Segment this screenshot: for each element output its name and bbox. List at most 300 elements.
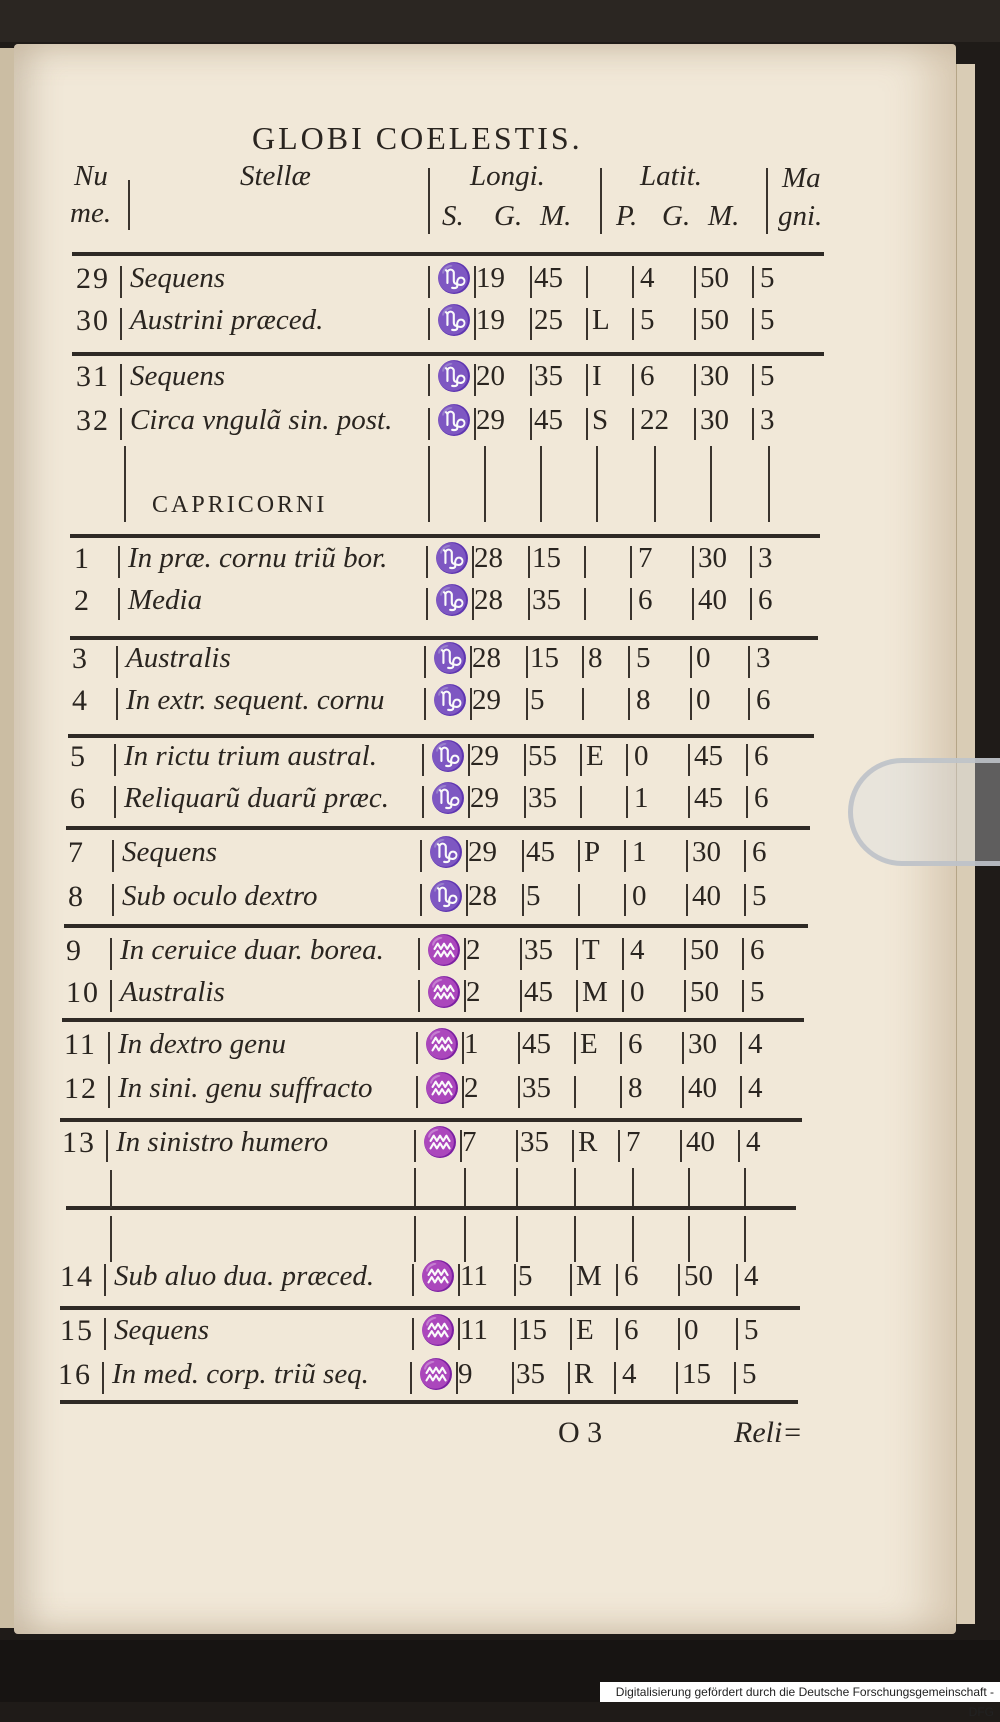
col-g2: G. — [662, 200, 691, 232]
cell-divider — [524, 744, 526, 776]
magnitude: 6 — [750, 934, 765, 966]
latitude-degrees: 6 — [624, 1314, 639, 1346]
gap-divider — [110, 1216, 112, 1262]
cell-divider — [734, 1362, 736, 1394]
cell-divider — [622, 980, 624, 1012]
cell-divider — [524, 786, 526, 818]
sign-symbol: ♑ — [430, 783, 467, 815]
cell-divider — [116, 646, 118, 678]
gap-divider — [574, 1216, 576, 1262]
table-rule — [66, 1206, 796, 1210]
cell-divider — [584, 588, 586, 620]
cell-divider — [416, 1076, 418, 1108]
cell-divider — [108, 1032, 110, 1064]
cell-divider — [752, 266, 754, 298]
col-stellae: Stellæ — [240, 160, 311, 192]
latitude-degrees: 6 — [640, 360, 655, 392]
star-description: In extr. sequent. cornu — [126, 684, 385, 716]
cell-divider — [530, 364, 532, 396]
longitude-minutes: 35 — [534, 360, 563, 392]
cell-divider — [584, 546, 586, 578]
latitude-minutes: 40 — [688, 1072, 717, 1104]
cell-divider — [748, 646, 750, 678]
background-top — [0, 0, 1000, 42]
cell-divider — [116, 688, 118, 720]
latitude-minutes: 50 — [684, 1260, 713, 1292]
cell-divider — [752, 408, 754, 440]
cell-divider — [684, 980, 686, 1012]
row-number: 2 — [74, 584, 91, 617]
cell-divider — [458, 1318, 460, 1350]
cell-divider — [474, 308, 476, 340]
cell-divider — [572, 1130, 574, 1162]
col-magni-top: Ma — [782, 162, 821, 194]
cell-divider — [418, 938, 420, 970]
cell-divider — [472, 546, 474, 578]
star-description: Sequens — [130, 360, 226, 392]
cell-divider — [118, 546, 120, 578]
latitude-minutes: 50 — [700, 262, 729, 294]
cell-divider — [752, 364, 754, 396]
cell-divider — [428, 266, 430, 298]
cell-divider — [686, 840, 688, 872]
latitude-minutes: 50 — [690, 934, 719, 966]
digitization-credit: Digitalisierung gefördert durch die Deutsche Forschungsgemeinschaft - DFG — [600, 1682, 1000, 1702]
latitude-marker: 8 — [588, 642, 603, 674]
cell-divider — [690, 688, 692, 720]
cell-divider — [460, 1130, 462, 1162]
gap-divider — [540, 446, 542, 522]
col-magni-bottom: gni. — [778, 200, 823, 232]
cell-divider — [518, 1032, 520, 1064]
magnitude: 5 — [760, 304, 775, 336]
latitude-degrees: 4 — [630, 934, 645, 966]
magnitude: 6 — [754, 782, 769, 814]
cell-divider — [746, 744, 748, 776]
longitude-degrees: 2 — [466, 976, 481, 1008]
sign-symbol: ♒ — [426, 935, 463, 967]
longitude-degrees: 7 — [462, 1126, 477, 1158]
cell-divider — [418, 980, 420, 1012]
latitude-degrees: 6 — [638, 584, 653, 616]
longitude-minutes: 15 — [518, 1314, 547, 1346]
col-p: P. — [616, 200, 638, 232]
header-divider — [600, 168, 602, 234]
cell-divider — [470, 688, 472, 720]
header-divider — [128, 180, 130, 230]
cell-divider — [738, 1130, 740, 1162]
sign-symbol: ♒ — [424, 1029, 461, 1061]
latitude-minutes: 40 — [698, 584, 727, 616]
cell-divider — [630, 588, 632, 620]
cell-divider — [682, 1032, 684, 1064]
gap-divider — [744, 1168, 746, 1206]
longitude-minutes: 35 — [528, 782, 557, 814]
cell-divider — [424, 688, 426, 720]
section-title: CAPRICORNI — [152, 492, 328, 518]
row-number: 14 — [60, 1260, 94, 1293]
sign-symbol: ♑ — [434, 543, 471, 575]
cell-divider — [736, 1318, 738, 1350]
longitude-minutes: 15 — [530, 642, 559, 674]
cell-divider — [118, 588, 120, 620]
magnitude: 3 — [758, 542, 773, 574]
cell-divider — [614, 1362, 616, 1394]
latitude-degrees: 5 — [636, 642, 651, 674]
star-description: Sub aluo dua. præced. — [114, 1260, 375, 1292]
col-s: S. — [442, 200, 464, 232]
col-g1: G. — [494, 200, 523, 232]
catchword: Reli= — [734, 1416, 803, 1449]
cell-divider — [114, 744, 116, 776]
cell-divider — [104, 1318, 106, 1350]
cell-divider — [678, 1264, 680, 1296]
cell-divider — [462, 1076, 464, 1108]
cell-divider — [744, 840, 746, 872]
cell-divider — [580, 744, 582, 776]
gap-divider — [632, 1216, 634, 1262]
star-description: Sequens — [114, 1314, 210, 1346]
col-num-bottom: me. — [70, 197, 112, 229]
cell-divider — [112, 884, 114, 916]
cell-divider — [750, 588, 752, 620]
latitude-degrees: 0 — [632, 880, 647, 912]
latitude-marker: I — [592, 360, 602, 392]
cell-divider — [470, 646, 472, 678]
header-divider — [766, 168, 768, 234]
gap-divider — [516, 1168, 518, 1206]
magnitude: 5 — [760, 360, 775, 392]
table-rule — [62, 1018, 804, 1022]
longitude-degrees: 29 — [468, 836, 497, 868]
table-rule — [72, 352, 824, 356]
col-latit: Latit. — [640, 160, 703, 192]
cell-divider — [526, 646, 528, 678]
latitude-degrees: 1 — [632, 836, 647, 868]
gap-divider — [632, 1168, 634, 1206]
longitude-degrees: 2 — [466, 934, 481, 966]
sign-symbol: ♑ — [432, 643, 469, 675]
sign-symbol: ♑ — [430, 741, 467, 773]
cell-divider — [422, 786, 424, 818]
col-m2: M. — [708, 200, 740, 232]
latitude-minutes: 40 — [692, 880, 721, 912]
cell-divider — [616, 1318, 618, 1350]
cell-divider — [114, 786, 116, 818]
star-description: Circa vngulã sin. post. — [130, 404, 393, 436]
table-rule — [60, 1306, 800, 1310]
sign-symbol: ♒ — [420, 1315, 457, 1347]
gap-divider — [688, 1216, 690, 1262]
cell-divider — [684, 938, 686, 970]
longitude-minutes: 45 — [524, 976, 553, 1008]
latitude-marker: M — [582, 976, 608, 1008]
star-description: Reliquarũ duarũ præc. — [124, 782, 390, 814]
star-description: In ceruice duar. borea. — [120, 934, 384, 966]
gap-divider — [464, 1168, 466, 1206]
cell-divider — [420, 840, 422, 872]
longitude-minutes: 15 — [532, 542, 561, 574]
cell-divider — [456, 1362, 458, 1394]
latitude-degrees: 1 — [634, 782, 649, 814]
cell-divider — [120, 364, 122, 396]
longitude-minutes: 45 — [526, 836, 555, 868]
cell-divider — [692, 588, 694, 620]
sign-symbol: ♑ — [436, 361, 473, 393]
cell-divider — [120, 308, 122, 340]
cell-divider — [688, 744, 690, 776]
star-description: Sub oculo dextro — [122, 880, 318, 912]
longitude-minutes: 55 — [528, 740, 557, 772]
cell-divider — [568, 1362, 570, 1394]
cell-divider — [630, 546, 632, 578]
cell-divider — [624, 884, 626, 916]
latitude-minutes: 50 — [700, 304, 729, 336]
magnitude: 5 — [752, 880, 767, 912]
cell-divider — [632, 308, 634, 340]
cell-divider — [120, 408, 122, 440]
latitude-marker: E — [576, 1314, 594, 1346]
row-number: 31 — [76, 360, 110, 393]
cell-divider — [416, 1032, 418, 1064]
longitude-degrees: 29 — [476, 404, 505, 436]
latitude-minutes: 0 — [696, 684, 711, 716]
row-number: 29 — [76, 262, 110, 295]
longitude-minutes: 35 — [524, 934, 553, 966]
longitude-minutes: 35 — [532, 584, 561, 616]
gap-divider — [688, 1168, 690, 1206]
cell-divider — [414, 1130, 416, 1162]
cell-divider — [518, 1076, 520, 1108]
latitude-degrees: 6 — [628, 1028, 643, 1060]
sign-symbol: ♒ — [424, 1073, 461, 1105]
sign-symbol: ♑ — [428, 837, 465, 869]
table-rule — [60, 1400, 798, 1404]
cell-divider — [736, 1264, 738, 1296]
cell-divider — [522, 884, 524, 916]
cell-divider — [628, 688, 630, 720]
page-clip — [848, 758, 1000, 866]
table-rule — [64, 924, 808, 928]
longitude-minutes: 5 — [518, 1260, 533, 1292]
cell-divider — [582, 646, 584, 678]
row-number: 15 — [60, 1314, 94, 1347]
page-signature: O 3 — [558, 1416, 603, 1449]
magnitude: 6 — [758, 584, 773, 616]
gap-divider — [516, 1216, 518, 1262]
cell-divider — [624, 840, 626, 872]
longitude-degrees: 11 — [460, 1314, 488, 1346]
magnitude: 3 — [760, 404, 775, 436]
row-number: 6 — [70, 782, 87, 815]
gap-divider — [744, 1216, 746, 1262]
cell-divider — [580, 786, 582, 818]
longitude-degrees: 1 — [464, 1028, 479, 1060]
longitude-degrees: 29 — [470, 740, 499, 772]
latitude-degrees: 8 — [636, 684, 651, 716]
cell-divider — [530, 266, 532, 298]
magnitude: 4 — [746, 1126, 761, 1158]
star-description: Sequens — [122, 836, 218, 868]
row-number: 9 — [66, 934, 83, 967]
longitude-degrees: 20 — [476, 360, 505, 392]
cell-divider — [586, 308, 588, 340]
star-description: In sinistro humero — [116, 1126, 329, 1158]
gap-divider — [574, 1168, 576, 1206]
gap-divider — [654, 446, 656, 522]
sign-symbol: ♑ — [436, 263, 473, 295]
star-description: Austrini præced. — [130, 304, 324, 336]
cell-divider — [576, 938, 578, 970]
cell-divider — [750, 546, 752, 578]
cell-divider — [424, 646, 426, 678]
cell-divider — [530, 308, 532, 340]
cell-divider — [412, 1318, 414, 1350]
latitude-degrees: 7 — [638, 542, 653, 574]
gap-divider — [768, 446, 770, 522]
sign-symbol: ♑ — [428, 881, 465, 913]
table-rule — [70, 534, 820, 538]
cell-divider — [466, 884, 468, 916]
cell-divider — [744, 884, 746, 916]
row-number: 10 — [66, 976, 100, 1009]
latitude-degrees: 0 — [630, 976, 645, 1008]
cell-divider — [514, 1264, 516, 1296]
table-rule — [68, 734, 814, 738]
cell-divider — [746, 786, 748, 818]
longitude-minutes: 45 — [534, 262, 563, 294]
cell-divider — [682, 1076, 684, 1108]
latitude-degrees: 7 — [626, 1126, 641, 1158]
cell-divider — [528, 546, 530, 578]
cell-divider — [428, 408, 430, 440]
star-description: Australis — [120, 976, 225, 1008]
cell-divider — [474, 364, 476, 396]
cell-divider — [694, 364, 696, 396]
cell-divider — [522, 840, 524, 872]
star-description: In præ. cornu triũ bor. — [128, 542, 388, 574]
latitude-degrees: 4 — [622, 1358, 637, 1390]
cell-divider — [688, 786, 690, 818]
cell-divider — [694, 308, 696, 340]
star-description: In med. corp. triũ seq. — [112, 1358, 369, 1390]
cell-divider — [112, 840, 114, 872]
magnitude: 4 — [748, 1072, 763, 1104]
cell-divider — [104, 1264, 106, 1296]
cell-divider — [110, 938, 112, 970]
cell-divider — [108, 1076, 110, 1108]
cell-divider — [578, 840, 580, 872]
longitude-minutes: 25 — [534, 304, 563, 336]
row-number: 3 — [72, 642, 89, 675]
cell-divider — [412, 1264, 414, 1296]
cell-divider — [620, 1076, 622, 1108]
gap-divider — [414, 1216, 416, 1262]
cell-divider — [748, 688, 750, 720]
cell-divider — [678, 1318, 680, 1350]
longitude-minutes: 35 — [522, 1072, 551, 1104]
row-number: 13 — [62, 1126, 96, 1159]
row-number: 11 — [64, 1028, 97, 1061]
row-number: 4 — [72, 684, 89, 717]
magnitude: 6 — [754, 740, 769, 772]
longitude-minutes: 35 — [520, 1126, 549, 1158]
cell-divider — [632, 364, 634, 396]
magnitude: 5 — [742, 1358, 757, 1390]
magnitude: 6 — [752, 836, 767, 868]
latitude-degrees: 5 — [640, 304, 655, 336]
latitude-marker: R — [574, 1358, 594, 1390]
row-number: 1 — [74, 542, 91, 575]
star-description: In rictu trium austral. — [124, 740, 377, 772]
row-number: 30 — [76, 304, 110, 337]
cell-divider — [616, 1264, 618, 1296]
cell-divider — [752, 308, 754, 340]
longitude-degrees: 11 — [460, 1260, 488, 1292]
latitude-minutes: 45 — [694, 782, 723, 814]
cell-divider — [462, 1032, 464, 1064]
cell-divider — [474, 408, 476, 440]
cell-divider — [516, 1130, 518, 1162]
cell-divider — [530, 408, 532, 440]
latitude-minutes: 40 — [686, 1126, 715, 1158]
cell-divider — [626, 786, 628, 818]
table-rule — [72, 252, 824, 256]
cell-divider — [466, 840, 468, 872]
cell-divider — [632, 266, 634, 298]
table-rule — [60, 1118, 802, 1122]
latitude-marker: E — [580, 1028, 598, 1060]
longitude-degrees: 29 — [470, 782, 499, 814]
cell-divider — [740, 1032, 742, 1064]
cell-divider — [514, 1318, 516, 1350]
longitude-degrees: 28 — [474, 542, 503, 574]
header-divider — [428, 168, 430, 234]
cell-divider — [692, 546, 694, 578]
cell-divider — [474, 266, 476, 298]
cell-divider — [422, 744, 424, 776]
cell-divider — [742, 938, 744, 970]
gap-divider — [428, 446, 430, 522]
star-description: In dextro genu — [118, 1028, 287, 1060]
cell-divider — [410, 1362, 412, 1394]
latitude-marker: L — [592, 304, 610, 336]
cell-divider — [520, 980, 522, 1012]
col-longi: Longi. — [470, 160, 545, 192]
latitude-minutes: 0 — [696, 642, 711, 674]
cell-divider — [632, 408, 634, 440]
gap-divider — [710, 446, 712, 522]
star-description: In sini. genu suffracto — [118, 1072, 373, 1104]
cell-divider — [618, 1130, 620, 1162]
cell-divider — [680, 1130, 682, 1162]
longitude-degrees: 28 — [468, 880, 497, 912]
cell-divider — [106, 1130, 108, 1162]
cell-divider — [676, 1362, 678, 1394]
latitude-minutes: 50 — [690, 976, 719, 1008]
cell-divider — [526, 688, 528, 720]
cell-divider — [468, 744, 470, 776]
cell-divider — [570, 1318, 572, 1350]
row-number: 16 — [58, 1358, 92, 1391]
cell-divider — [574, 1032, 576, 1064]
magnitude: 4 — [748, 1028, 763, 1060]
cell-divider — [694, 266, 696, 298]
cell-divider — [426, 588, 428, 620]
magnitude: 5 — [744, 1314, 759, 1346]
longitude-degrees: 9 — [458, 1358, 473, 1390]
cell-divider — [426, 546, 428, 578]
